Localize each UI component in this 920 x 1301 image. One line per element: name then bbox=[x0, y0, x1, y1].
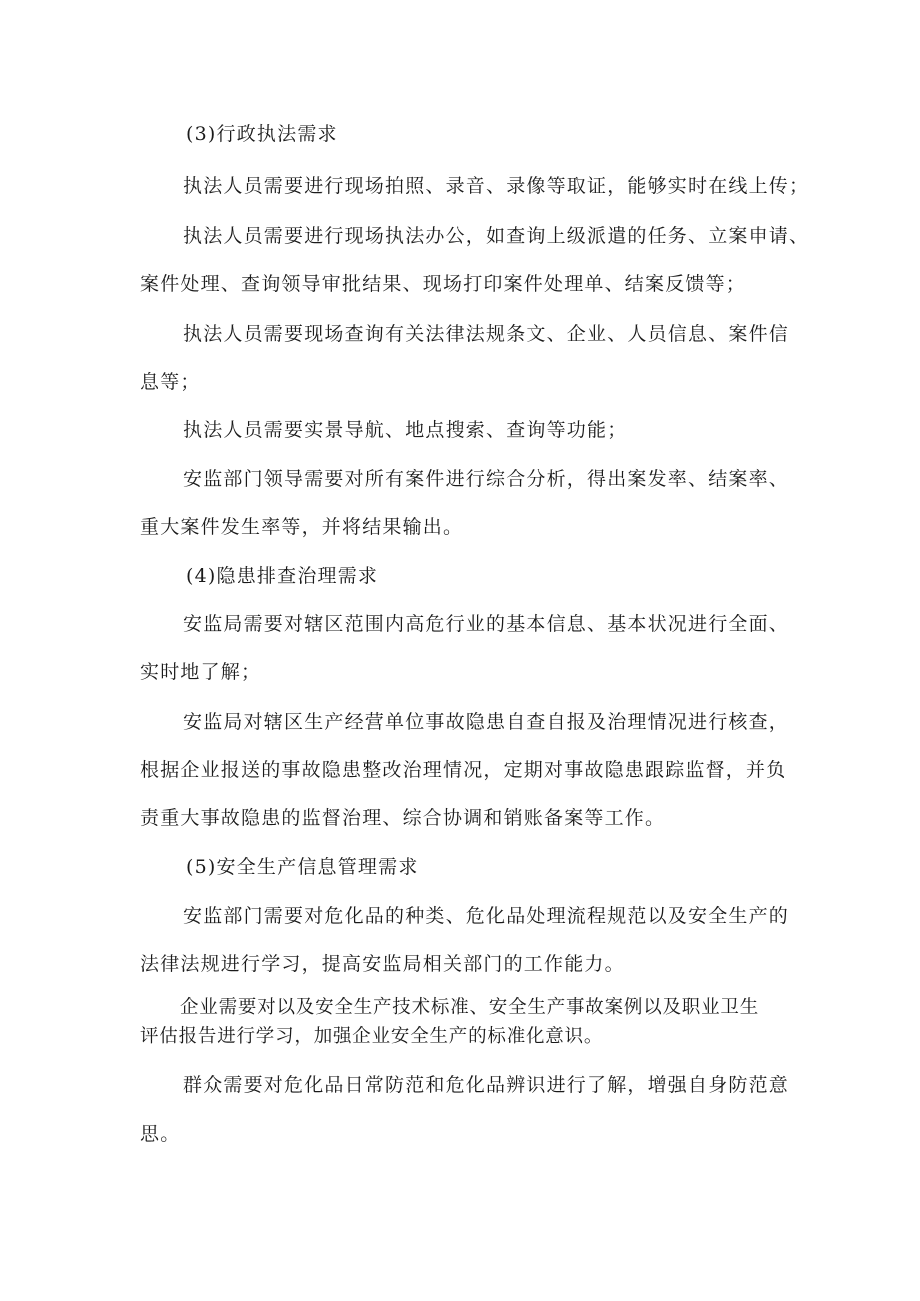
paragraph-line: 重大案件发生率等，并将结果输出。 bbox=[140, 516, 464, 538]
paragraph-line: 企业需要对以及安全生产技术标准、安全生产事故案例以及职业卫生 bbox=[180, 997, 760, 1018]
paragraph-line: 安监部门需要对危化品的种类、危化品处理流程规范以及安全生产的 bbox=[183, 905, 790, 927]
section-heading: (5)安全生产信息管理需求 bbox=[186, 856, 419, 878]
paragraph-line: 息等； bbox=[140, 371, 201, 393]
paragraph-line: 根据企业报送的事故隐患整改治理情况，定期对事故隐患跟踪监督，并负 bbox=[140, 759, 787, 781]
paragraph-line: 安监局需要对辖区范围内高危行业的基本信息、基本状况进行全面、 bbox=[183, 613, 790, 635]
paragraph-line: 思。 bbox=[140, 1123, 181, 1145]
paragraph-line: 执法人员需要现场查询有关法律法规条文、企业、人员信息、案件信 bbox=[183, 323, 790, 345]
paragraph-line: 安监部门领导需要对所有案件进行综合分析，得出案发率、结案率、 bbox=[183, 468, 790, 490]
paragraph-line: 执法人员需要进行现场执法办公，如查询上级派遣的任务、立案申请、 bbox=[183, 225, 810, 247]
paragraph-line: 法律法规进行学习，提高安监局相关部门的工作能力。 bbox=[140, 953, 625, 975]
paragraph-line: 安监局对辖区生产经营单位事故隐患自查自报及治理情况进行核查， bbox=[183, 711, 790, 733]
section-heading: (4)隐患排查治理需求 bbox=[186, 565, 379, 587]
paragraph-line: 案件处理、查询领导审批结果、现场打印案件处理单、结案反馈等； bbox=[140, 273, 747, 295]
paragraph-line: 责重大事故隐患的监督治理、综合协调和销账备案等工作。 bbox=[140, 807, 666, 829]
paragraph-line: 评估报告进行学习，加强企业安全生产的标准化意识。 bbox=[140, 1026, 604, 1047]
paragraph-line: 执法人员需要实景导航、地点搜索、查询等功能； bbox=[183, 419, 628, 441]
paragraph-line: 执法人员需要进行现场拍照、录音、录像等取证，能够实时在线上传； bbox=[183, 175, 810, 197]
section-heading: (3)行政执法需求 bbox=[186, 123, 338, 145]
paragraph-line: 实时地了解； bbox=[140, 661, 262, 683]
paragraph-line: 群众需要对危化品日常防范和危化品辨识进行了解，增强自身防范意 bbox=[183, 1074, 790, 1096]
